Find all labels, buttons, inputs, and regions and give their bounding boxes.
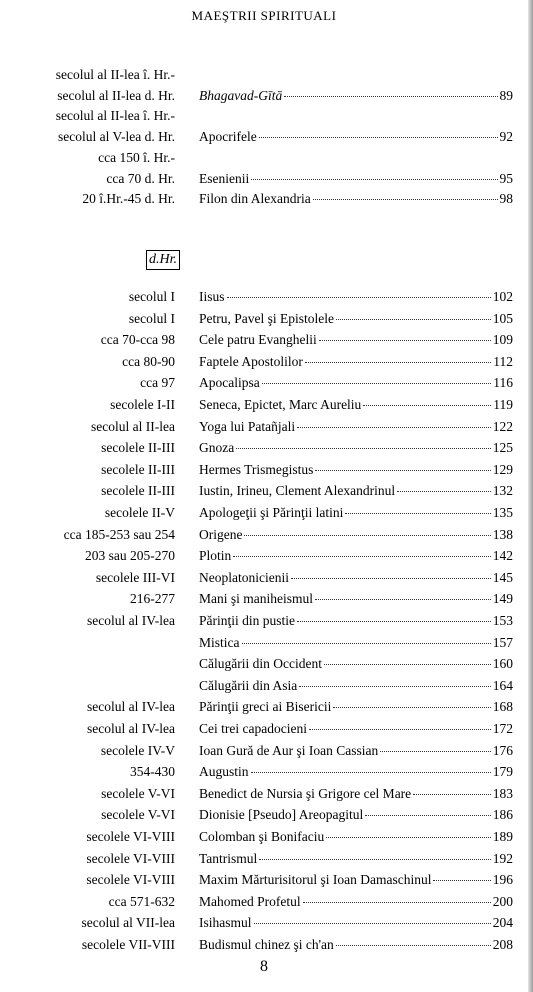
toc-page-number: 168: [492, 699, 513, 715]
toc-title: Gnoza: [199, 440, 235, 456]
toc-date: secolele I-II: [110, 397, 175, 412]
toc-entry: [199, 545, 513, 566]
dot-leader: [336, 945, 491, 946]
dot-leader: [297, 427, 491, 428]
dot-leader: [333, 707, 490, 708]
toc-page-number: 179: [492, 764, 513, 780]
toc-row: [0, 761, 528, 782]
dot-leader: [291, 578, 491, 579]
toc-title: Cei trei capadocieni: [199, 721, 307, 736]
toc-entry: [199, 826, 513, 847]
toc-date: 203 sau 205-270: [85, 548, 175, 564]
dot-leader: [413, 794, 491, 795]
toc-date: secolul al II-lea: [91, 418, 175, 434]
toc-date: 354-430: [130, 764, 175, 780]
toc-page-number: 160: [492, 656, 513, 672]
dot-leader: [227, 297, 491, 298]
toc-title: Seneca, Epictet, Marc Aureliu: [199, 397, 362, 412]
toc-date: cca 571-632: [108, 893, 175, 909]
toc-row: [0, 480, 528, 501]
toc-entry: [199, 85, 513, 106]
dot-leader: [303, 902, 491, 903]
dot-leader: [284, 96, 497, 97]
dot-leader: [233, 556, 490, 557]
toc-title: Bhagavad-Gītā: [199, 87, 283, 103]
toc-entry: [199, 524, 513, 545]
toc-row: [0, 891, 528, 912]
toc-entry: [199, 588, 513, 609]
dot-leader: [244, 535, 490, 536]
dot-leader: [365, 815, 491, 816]
page-edge-shadow: [528, 0, 533, 992]
toc-page-number: 176: [492, 742, 513, 758]
toc-row: [0, 286, 528, 307]
toc-page-number: 172: [492, 721, 513, 736]
toc-entry: [199, 502, 513, 523]
toc-page-number: 98: [499, 191, 513, 207]
toc-page-number: 116: [493, 375, 513, 391]
dot-leader: [380, 751, 491, 752]
toc-date: secolul al V-lea d. Hr.: [58, 129, 175, 145]
toc-entry: [199, 675, 513, 696]
toc-page-number: 189: [492, 829, 513, 844]
toc-date: cca 150 î. Hr.-: [98, 149, 175, 165]
dot-leader: [319, 340, 491, 341]
toc-page-number: 183: [492, 785, 513, 801]
toc-page-number: 122: [492, 418, 513, 434]
toc-title: Mahomed Profetul: [199, 893, 301, 909]
toc-row: [0, 168, 528, 189]
toc-date: secolele II-III: [101, 440, 175, 456]
toc-row: [0, 675, 528, 696]
toc-entry: [199, 610, 513, 631]
toc-row: [0, 588, 528, 609]
toc-date: secolele VI-VIII: [86, 829, 175, 844]
toc-entry: [199, 567, 513, 588]
toc-page-number: 145: [492, 569, 513, 585]
toc-row: [0, 351, 528, 372]
toc-row: [0, 308, 528, 329]
toc-page-number: 138: [492, 526, 513, 542]
toc-row: [0, 632, 528, 653]
toc-title: Neoplatonicienii: [199, 569, 289, 585]
dot-leader: [397, 491, 491, 492]
toc-title: Faptele Apostolilor: [199, 353, 303, 369]
dot-leader: [251, 772, 491, 773]
toc-entry: [199, 459, 513, 480]
toc-title: Părinţii greci ai Bisericii: [199, 699, 332, 715]
toc-date: secolele II-V: [104, 505, 175, 520]
toc-title: Hermes Trismegistus: [199, 461, 314, 477]
toc-title: Colomban şi Bonifaciu: [199, 829, 325, 844]
dot-leader: [315, 599, 491, 600]
toc-page-number: 208: [492, 937, 513, 952]
toc-entry: [199, 653, 513, 674]
dot-leader: [324, 664, 491, 665]
dot-leader: [326, 837, 491, 838]
toc-row: [0, 934, 528, 955]
toc-entry: [199, 740, 513, 761]
toc-row: [0, 64, 528, 85]
toc-entry: [199, 934, 513, 955]
toc-page-number: 125: [492, 440, 513, 456]
dot-leader: [236, 448, 491, 449]
toc-page-number: 192: [492, 850, 513, 866]
toc-title: Plotin: [199, 548, 232, 564]
toc-page-number: 129: [492, 461, 513, 477]
toc-page-number: 105: [492, 310, 513, 326]
toc-row: [0, 610, 528, 631]
dot-leader: [262, 383, 492, 384]
toc-date: secolele II-III: [101, 461, 175, 477]
dot-leader: [363, 405, 491, 406]
toc-title: Părinţii din pustie: [199, 613, 295, 628]
toc-row: [0, 459, 528, 480]
dot-leader: [305, 362, 491, 363]
toc-page-number: 142: [492, 548, 513, 564]
toc-entry: [199, 351, 513, 372]
toc-row: [0, 718, 528, 739]
toc-date: secolele VI-VIII: [86, 872, 175, 888]
toc-entry: [199, 891, 513, 912]
toc-entry: [199, 188, 513, 209]
toc-row: [0, 545, 528, 566]
toc-entry: [199, 286, 513, 307]
toc-title: Augustin: [199, 764, 249, 780]
toc-entry: [199, 848, 513, 869]
toc-date: secolul al IV-lea: [87, 699, 175, 715]
toc-entry: [199, 126, 513, 147]
dot-leader: [299, 686, 491, 687]
toc-title: Tantrismul: [199, 850, 258, 866]
toc-row: [0, 394, 528, 415]
dot-leader: [315, 470, 490, 471]
toc-row: [0, 147, 528, 168]
toc-title: Budismul chinez şi ch'an: [199, 937, 334, 952]
toc-title: Origene: [199, 526, 243, 542]
toc-page-number: 157: [492, 634, 513, 650]
toc-date: secolele IV-V: [100, 742, 175, 758]
toc-row: [0, 188, 528, 209]
dot-leader: [254, 923, 491, 924]
dot-leader: [309, 729, 491, 730]
toc-row: [0, 437, 528, 458]
toc-title: Isihasmul: [199, 915, 252, 931]
toc-entry: [199, 437, 513, 458]
toc-row: [0, 372, 528, 393]
dot-leader: [313, 199, 498, 200]
toc-date: secolul al II-lea î. Hr.-: [55, 67, 175, 82]
dot-leader: [242, 643, 491, 644]
toc-row: [0, 912, 528, 933]
toc-page-number: 89: [499, 87, 513, 103]
toc-date: cca 80-90: [122, 353, 175, 369]
toc-title: Iustin, Irineu, Clement Alexandrinul: [199, 483, 396, 499]
toc-date: secolele V-VI: [101, 785, 175, 801]
toc-row: [0, 85, 528, 106]
toc-date: cca 185-253 sau 254: [63, 526, 175, 542]
dot-leader: [251, 179, 497, 180]
toc-row: [0, 329, 528, 350]
toc-entry: [199, 718, 513, 739]
toc-date: secolul al II-lea d. Hr.: [57, 87, 175, 103]
toc-row: [0, 783, 528, 804]
toc-date: secolele II-III: [101, 483, 175, 499]
toc-row: [0, 653, 528, 674]
toc-title: Mani şi maniheismul: [199, 591, 313, 607]
toc-date: secolele V-VI: [101, 807, 175, 823]
toc-title: Ioan Gură de Aur şi Ioan Cassian: [199, 742, 379, 758]
toc-title: Apocalipsa: [199, 375, 260, 391]
toc-entry: [199, 696, 513, 717]
toc-row: [0, 848, 528, 869]
toc-title: Filon din Alexandria: [199, 191, 311, 207]
toc-date: 20 î.Hr.-45 d. Hr.: [82, 191, 175, 207]
toc-title: Mistica: [199, 634, 240, 650]
toc-page-number: 196: [492, 872, 513, 888]
toc-entry: [199, 869, 513, 890]
toc-row: [0, 567, 528, 588]
era-label: d.Hr.: [146, 250, 180, 270]
toc-page-number: 135: [492, 505, 513, 520]
toc-page-number: 153: [492, 613, 513, 628]
toc-date: secolul al IV-lea: [87, 613, 175, 628]
toc-page-number: 149: [492, 591, 513, 607]
toc-date: secolele VI-VIII: [86, 850, 175, 866]
toc-date: cca 70 d. Hr.: [106, 170, 175, 186]
toc-row: [0, 524, 528, 545]
toc-date: secolele VII-VIII: [81, 937, 175, 952]
toc-date: secolul al VII-lea: [81, 915, 175, 931]
running-header: MAEŞTRII SPIRITUALI: [191, 8, 337, 23]
toc-date: secolul I: [128, 289, 175, 304]
toc-title: Apocrifele: [199, 129, 257, 145]
toc-page-number: 102: [492, 289, 513, 304]
toc-title: Dionisie [Pseudo] Areopagitul: [199, 807, 364, 823]
toc-date: cca 70-cca 98: [100, 332, 175, 348]
toc-date: 216-277: [130, 591, 175, 607]
toc-date: secolul al IV-lea: [87, 721, 175, 736]
toc-title: Petru, Pavel şi Epistolele: [199, 310, 334, 326]
toc-row: [0, 126, 528, 147]
toc-row: [0, 105, 528, 126]
toc-row: [0, 502, 528, 523]
toc-row: [0, 696, 528, 717]
toc-date: secolul I: [128, 310, 175, 326]
toc-page-number: 200: [492, 893, 513, 909]
toc-title: Benedict de Nursia şi Grigore cel Mare: [199, 785, 412, 801]
dot-leader: [259, 137, 498, 138]
toc-page-number: 186: [492, 807, 513, 823]
page-number: 8: [260, 958, 268, 975]
toc-date: secolul al II-lea î. Hr.-: [55, 108, 175, 124]
toc-page-number: 204: [492, 915, 513, 931]
toc-title: Apologeţii şi Părinţii latini: [199, 505, 344, 520]
dot-leader: [297, 621, 491, 622]
toc-page-number: 119: [493, 397, 513, 412]
toc-title: Yoga lui Patañjali: [199, 418, 296, 434]
toc-title: Cele patru Evanghelii: [199, 332, 317, 348]
toc-date: secolele III-VI: [95, 569, 175, 585]
toc-title: Maxim Mărturisitorul şi Ioan Damaschinul: [199, 872, 432, 888]
toc-entry: [199, 329, 513, 350]
toc-entry: [199, 308, 513, 329]
toc-title: Iisus: [199, 289, 225, 304]
dot-leader: [345, 513, 490, 514]
toc-entry: [199, 783, 513, 804]
toc-row: [0, 826, 528, 847]
toc-entry: [199, 372, 513, 393]
toc-entry: [199, 632, 513, 653]
dot-leader: [259, 859, 490, 860]
dot-leader: [336, 319, 491, 320]
toc-title: Esenienii: [199, 170, 250, 186]
dot-leader: [433, 880, 490, 881]
toc-date: cca 97: [140, 375, 175, 391]
toc-row: [0, 416, 528, 437]
toc-row: [0, 804, 528, 825]
toc-entry: [199, 416, 513, 437]
toc-title: Călugării din Asia: [199, 677, 298, 693]
toc-entry: [199, 761, 513, 782]
toc-entry: [199, 394, 513, 415]
toc-entry: [199, 804, 513, 825]
toc-entry: [199, 480, 513, 501]
toc-page-number: 164: [492, 677, 513, 693]
toc-page-number: 132: [492, 483, 513, 499]
toc-entry: [199, 912, 513, 933]
toc-page-number: 95: [499, 170, 513, 186]
toc-page-number: 92: [499, 129, 513, 145]
toc-row: [0, 869, 528, 890]
toc-row: [0, 740, 528, 761]
toc-page-number: 112: [493, 353, 513, 369]
toc-entry: [199, 168, 513, 189]
toc-page-number: 109: [492, 332, 513, 348]
toc-title: Călugării din Occident: [199, 656, 322, 672]
